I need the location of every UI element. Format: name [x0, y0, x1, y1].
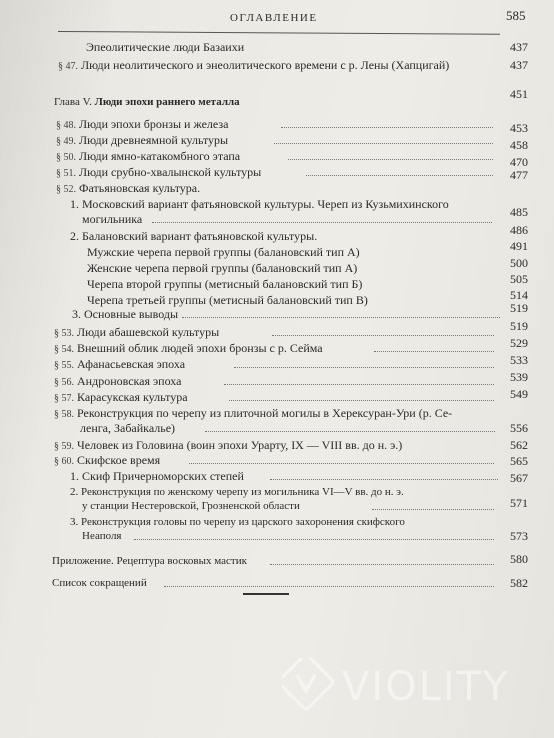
toc-entry: § 53. Люди абашевской культуры [54, 324, 496, 340]
watermark [282, 658, 542, 718]
toc-subentry: могильника [82, 211, 502, 227]
toc-entry: Список сокращений [52, 575, 498, 591]
toc-page: 573 [510, 529, 528, 543]
toc-page: 571 [510, 496, 528, 510]
toc-entry: § 56. Андроновская эпоха [54, 373, 496, 389]
toc-subentry: Неаполя [82, 528, 502, 544]
toc-entry: § 57. Карасукская культура [54, 389, 496, 405]
toc-page: 437 [510, 40, 528, 54]
toc-entry: § 60. Скифское время [54, 452, 496, 468]
toc-subentry: 1. Московский вариант фатьяновской культуры. Череп из Кузьмихинского [70, 197, 449, 211]
toc-subentry: Черепа третьей группы (метисный балановский тип В) [87, 293, 368, 307]
toc-entry: § 49. Люди древнеямной культуры [56, 132, 496, 148]
toc-subentry: Мужские черепа первой группы (балановский тип А) [87, 245, 360, 259]
toc-subentry: Женские черепа первой группы (балановский тип А) [87, 261, 358, 275]
toc-page: 470 [510, 155, 528, 169]
toc-page: 582 [510, 576, 528, 590]
toc-page: 533 [510, 353, 528, 367]
toc-page: 514 [510, 288, 528, 302]
toc-page: 485 [510, 205, 528, 219]
toc-entry: § 54. Внешний облик людей эпохи бронзы с р. Сейма [54, 340, 496, 356]
toc-page: 556 [510, 421, 528, 435]
toc-page: 477 [510, 168, 528, 182]
toc-page: 491 [510, 239, 528, 253]
toc-subentry: Черепа второй группы (метисный балановский тип Б) [87, 277, 363, 291]
page-number: 585 [506, 8, 526, 23]
toc-chapter: Глава V. Люди эпохи раннего металла [54, 96, 240, 108]
toc-entry: § 48. Люди эпохи бронзы и железа [56, 116, 496, 132]
toc-page: 505 [510, 272, 528, 286]
toc-page: 565 [510, 454, 528, 468]
toc-entry: Эпеолитические люди Базаихи [86, 40, 245, 54]
toc-page: 562 [510, 438, 528, 452]
toc-subentry: 2. Реконструкция по женскому черепу из могильника VI—V вв. до н. э. [70, 486, 404, 498]
toc-page: 500 [510, 256, 528, 270]
toc-page: 486 [510, 223, 528, 237]
toc-page: 453 [510, 121, 528, 135]
toc-page: 437 [510, 58, 528, 72]
toc-entry: Приложение. Рецептура восковых мастик [52, 553, 498, 569]
toc-page: 458 [510, 138, 528, 152]
page-title: ОГЛАВЛЕНИЕ [230, 12, 318, 24]
toc-subentry: у станции Нестеровской, Грозненской области [82, 498, 502, 514]
toc-entry: § 47. Люди неолитического и энеолитического времени с р. Лены (Хапцигай) [58, 58, 450, 72]
toc-entry: § 52. Фатьяновская культура. [56, 181, 201, 195]
toc-entry: ленга, Забайкалье) [80, 420, 500, 436]
toc-subentry: 2. Балановский вариант фатьяновской культуры. [70, 229, 318, 243]
toc-entry: § 59. Человек из Головина (воин эпохи Урарту, IX — VIII вв. до н. э.) [54, 438, 403, 452]
toc-subentry: 3. Основные выводы [72, 306, 502, 322]
toc-entry: § 55. Афанасьевская эпоха [54, 356, 496, 372]
toc-subentry: 1. Скиф Причерноморских степей [70, 468, 500, 484]
toc-page: 580 [510, 552, 528, 566]
toc-entry: § 50. Люди ямно-катакомбного этапа [56, 148, 496, 164]
end-rule [243, 593, 289, 595]
toc-entry: § 58. Реконструкция по черепу из плиточной могилы в Херексуран-Ури (р. Се- [54, 406, 453, 420]
violity-logo-icon [282, 658, 334, 710]
toc-subentry: 3. Реконструкция головы по черепу из царского захоронения скифского [70, 516, 405, 528]
toc-entry: § 51. Люди срубно-хвалынской культуры [56, 164, 496, 180]
toc-page: 567 [510, 471, 528, 485]
toc-page: 451 [510, 87, 528, 101]
toc-page: 519 [510, 301, 528, 315]
watermark-text: VIOLITY [342, 664, 510, 710]
toc-page: 519 [510, 319, 528, 333]
toc-page: 539 [510, 370, 528, 384]
toc-page: 529 [510, 336, 528, 350]
toc-page: 549 [510, 387, 528, 401]
